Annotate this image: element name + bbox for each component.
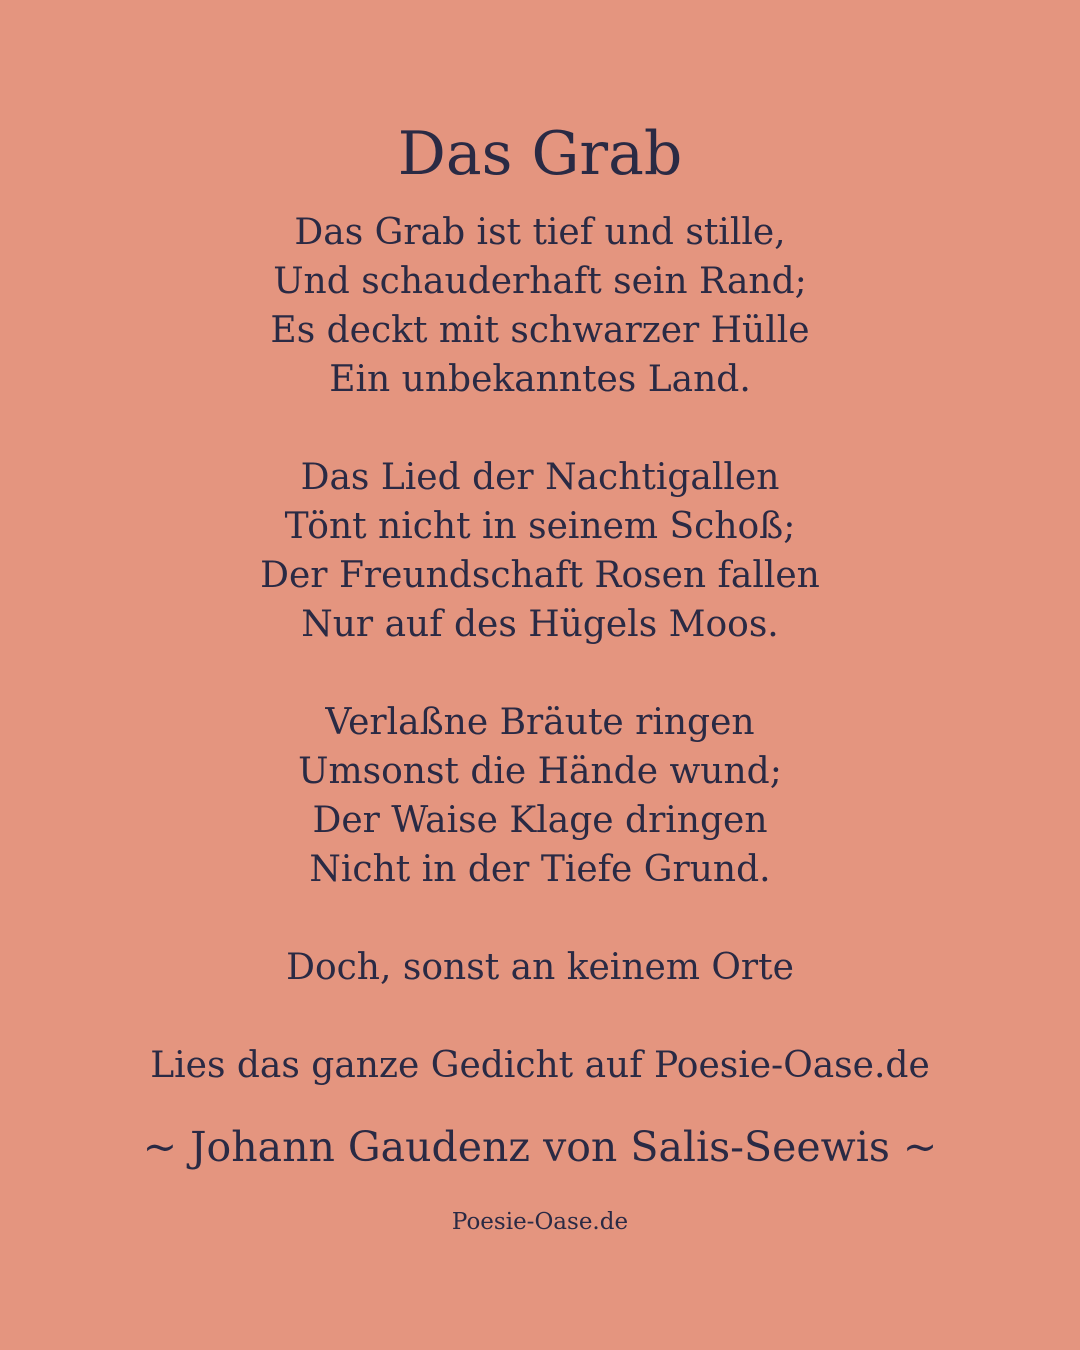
read-more-text: Lies das ganze Gedicht auf Poesie-Oase.de (150, 1045, 930, 1086)
poem-line: Nicht in der Tiefe Grund. (309, 849, 771, 890)
poem-line: Der Waise Klage dringen (312, 800, 768, 841)
poem-line: Das Grab ist tief und stille, (294, 212, 786, 253)
stanza-3 (0, 698, 1080, 894)
poem-line: Und schauderhaft sein Rand; (273, 261, 807, 302)
poem-line: Umsonst die Hände wund; (298, 751, 782, 792)
poem-line: Es deckt mit schwarzer Hülle (270, 310, 810, 351)
poem-line: Tönt nicht in seinem Schoß; (284, 506, 796, 547)
stanza-4 (0, 943, 1080, 992)
poem-line: Ein unbekanntes Land. (329, 359, 751, 400)
poem-author: ~ Johann Gaudenz von Salis-Seewis ~ (142, 1123, 938, 1171)
poem-line: Verlaßne Bräute ringen (325, 702, 755, 743)
poem-body (0, 208, 1080, 1041)
stanza-1 (0, 208, 1080, 404)
poem-line: Nur auf des Hügels Moos. (301, 604, 779, 645)
stanza-2 (0, 453, 1080, 649)
poem-line: Das Lied der Nachtigallen (300, 457, 780, 498)
site-credit: Poesie-Oase.de (451, 1209, 629, 1235)
poem-line: Der Freundschaft Rosen fallen (260, 555, 820, 596)
poem-line: Doch, sonst an keinem Orte (286, 947, 794, 988)
poem-title: Das Grab (397, 119, 683, 189)
